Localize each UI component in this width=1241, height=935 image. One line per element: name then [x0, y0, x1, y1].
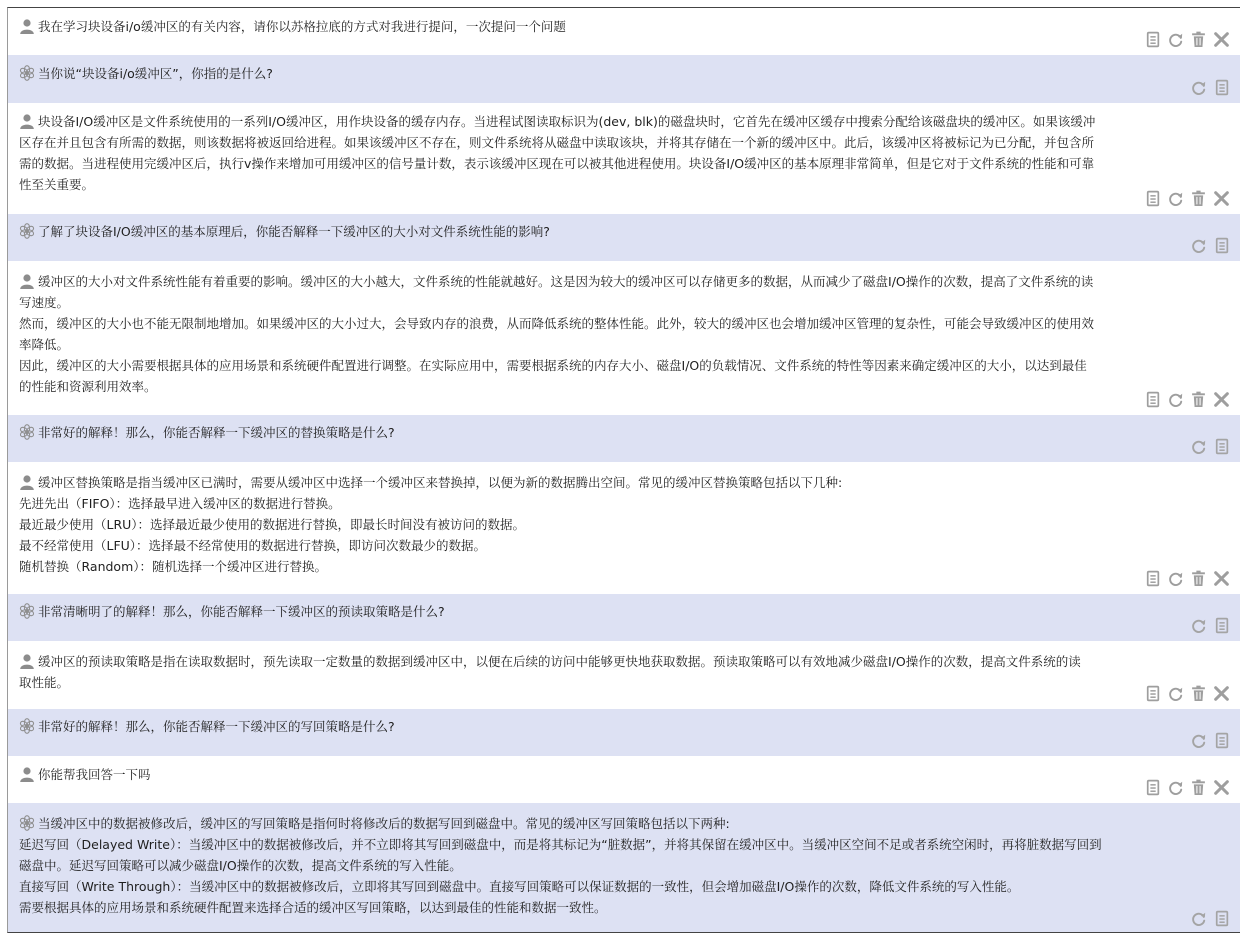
delete-icon[interactable]: [1190, 391, 1207, 408]
message-text: 非常好的解释！那么，你能否解释一下缓冲区的替换策略是什么?: [38, 425, 395, 440]
user-avatar-icon: [19, 18, 35, 34]
message-actions: [1144, 31, 1230, 48]
assistant-message: [8, 214, 1240, 261]
copy-icon[interactable]: [1213, 617, 1230, 634]
message-text-line: [19, 376, 1184, 397]
copy-icon[interactable]: [1144, 391, 1161, 408]
message-text-line: [19, 601, 1184, 622]
delete-icon[interactable]: [1190, 190, 1207, 207]
message-actions: [1144, 779, 1230, 796]
message-text-line: [19, 472, 1184, 493]
user-avatar-icon: [19, 474, 35, 490]
message-text: 直接写回（Write Through）：当缓冲区中的数据被修改后，立即将其写回到磁盘中。直接写回策略可以保证数据的一致性，但会增加磁盘I/O操作的次数，降低文件系统的写入性能。: [19, 879, 1020, 894]
message-text: 区存在并且包含有所需的数据，则该数据将被返回给进程。如果该缓冲区不存在，则文件系统将从磁盘中读取该块，并将其存储在一个新的缓冲区中。此后，该缓冲区将被标记为已分配，并包含所: [19, 135, 1095, 150]
message-text-line: [19, 292, 1184, 313]
regenerate-icon[interactable]: [1190, 910, 1207, 927]
message-actions: [1190, 79, 1230, 96]
message-text-line: [19, 813, 1184, 834]
regenerate-icon[interactable]: [1167, 190, 1184, 207]
assistant-logo-icon: [19, 815, 35, 831]
message-text: 当你说“块设备i/o缓冲区”，你指的是什么?: [38, 66, 273, 81]
user-avatar-icon: [19, 273, 35, 289]
regenerate-icon[interactable]: [1190, 79, 1207, 96]
message-text-line: [19, 422, 1184, 443]
message-text-line: [19, 493, 1184, 514]
message-text-line: [19, 651, 1184, 672]
assistant-message: [8, 55, 1240, 103]
message-text: 磁盘中。延迟写回策略可以减少磁盘I/O操作的次数，提高文件系统的写入性能。: [19, 858, 462, 873]
regenerate-icon[interactable]: [1190, 617, 1207, 634]
message-text-line: [19, 153, 1184, 174]
assistant-message: [8, 594, 1240, 641]
regenerate-icon[interactable]: [1190, 237, 1207, 254]
regenerate-icon[interactable]: [1167, 779, 1184, 796]
regenerate-icon[interactable]: [1190, 732, 1207, 749]
chat-history: [7, 7, 1240, 933]
copy-icon[interactable]: [1144, 779, 1161, 796]
message-text: 需要根据具体的应用场景和系统硬件配置来选择合适的缓冲区写回策略，以达到最佳的性能和数据一致性。: [19, 900, 607, 915]
message-actions: [1190, 732, 1230, 749]
message-text-line: [19, 132, 1184, 153]
close-icon[interactable]: [1213, 570, 1230, 587]
message-text-line: [19, 221, 1184, 242]
message-text: 写速度。: [19, 295, 70, 310]
assistant-logo-icon: [19, 424, 35, 440]
message-text: 性至关重要。: [19, 177, 95, 192]
copy-icon[interactable]: [1213, 237, 1230, 254]
delete-icon[interactable]: [1190, 685, 1207, 702]
message-text-line: [19, 897, 1184, 918]
regenerate-icon[interactable]: [1167, 391, 1184, 408]
message-text: 需的数据。当进程使用完缓冲区后，执行v操作来增加可用缓冲区的信号量计数，表示该缓冲区现在可以被其他进程使用。块设备I/O缓冲区的基本原理非常简单，但是它对于文件系统的性能和可靠: [19, 156, 1095, 171]
message-text: 了解了块设备I/O缓冲区的基本原理后，你能否解释一下缓冲区的大小对文件系统性能的影响?: [38, 224, 550, 239]
message-text: 当缓冲区中的数据被修改后，缓冲区的写回策略是指何时将修改后的数据写回到磁盘中。常见的缓冲区写回策略包括以下两种:: [38, 816, 730, 831]
user-message: [8, 756, 1240, 803]
message-text-line: [19, 855, 1184, 876]
message-actions: [1190, 910, 1230, 927]
assistant-logo-icon: [19, 65, 35, 81]
message-text-line: [19, 313, 1184, 334]
user-message: [8, 462, 1240, 594]
regenerate-icon[interactable]: [1167, 685, 1184, 702]
close-icon[interactable]: [1213, 190, 1230, 207]
message-actions: [1144, 190, 1230, 207]
message-text: 然而，缓冲区的大小也不能无限制地增加。如果缓冲区的大小过大，会导致内存的浪费，从而降低系统的整体性能。此外，较大的缓冲区也会增加缓冲区管理的复杂性，可能会导致缓冲区的使用效: [19, 316, 1095, 331]
message-text-line: [19, 174, 1184, 195]
message-text-line: [19, 556, 1184, 577]
close-icon[interactable]: [1213, 779, 1230, 796]
regenerate-icon[interactable]: [1190, 438, 1207, 455]
copy-icon[interactable]: [1144, 570, 1161, 587]
message-text: 最近最少使用（LRU）：选择最近最少使用的数据进行替换，即最长时间没有被访问的数据。: [19, 517, 526, 532]
message-text: 缓冲区替换策略是指当缓冲区已满时，需要从缓冲区中选择一个缓冲区来替换掉，以便为新的数据腾出空间。常见的缓冲区替换策略包括以下几种:: [38, 475, 843, 490]
message-text-line: [19, 271, 1184, 292]
regenerate-icon[interactable]: [1167, 31, 1184, 48]
message-text: 因此，缓冲区的大小需要根据具体的应用场景和系统硬件配置进行调整。在实际应用中，需要根据系统的内存大小、磁盘I/O的负载情况、文件系统的特性等因素来确定缓冲区的大小，以达到最佳: [19, 358, 1087, 373]
copy-icon[interactable]: [1213, 732, 1230, 749]
message-actions: [1144, 685, 1230, 702]
message-text-line: [19, 63, 1184, 84]
message-actions: [1190, 237, 1230, 254]
delete-icon[interactable]: [1190, 31, 1207, 48]
message-actions: [1190, 617, 1230, 634]
message-text-line: [19, 876, 1184, 897]
assistant-message: [8, 709, 1240, 756]
message-text: 随机替换（Random）：随机选择一个缓冲区进行替换。: [19, 559, 328, 574]
message-actions: [1144, 570, 1230, 587]
message-text: 非常好的解释！那么，你能否解释一下缓冲区的写回策略是什么?: [38, 719, 395, 734]
message-text-line: [19, 764, 1184, 785]
close-icon[interactable]: [1213, 31, 1230, 48]
assistant-message: [8, 803, 1240, 933]
message-text-line: [19, 535, 1184, 556]
user-avatar-icon: [19, 653, 35, 669]
assistant-logo-icon: [19, 603, 35, 619]
message-text: 取性能。: [19, 675, 70, 690]
copy-icon[interactable]: [1144, 685, 1161, 702]
user-message: [8, 261, 1240, 415]
user-message: [8, 641, 1240, 709]
copy-icon[interactable]: [1213, 438, 1230, 455]
message-text: 缓冲区的大小对文件系统性能有着重要的影响。缓冲区的大小越大，文件系统的性能就越好。这是因为较大的缓冲区可以存储更多的数据，从而减少了磁盘I/O操作的次数，提高了文件系统的读: [38, 274, 1094, 289]
message-text: 先进先出（FIFO）：选择最早进入缓冲区的数据进行替换。: [19, 496, 341, 511]
message-text: 你能帮我回答一下吗: [38, 767, 151, 782]
user-avatar-icon: [19, 766, 35, 782]
message-actions: [1190, 438, 1230, 455]
user-message: [8, 8, 1240, 55]
message-text: 块设备I/O缓冲区是文件系统使用的一系列I/O缓冲区，用作块设备的缓存内存。当进程试图读取标识为(dev, blk)的磁盘块时，它首先在缓冲区缓存中搜索分配给该磁盘块的缓冲区。如果该缓冲: [38, 114, 1096, 129]
close-icon[interactable]: [1213, 391, 1230, 408]
message-text: 率降低。: [19, 337, 70, 352]
message-text-line: [19, 111, 1184, 132]
copy-icon[interactable]: [1213, 79, 1230, 96]
message-text: 的性能和资源利用效率。: [19, 379, 157, 394]
regenerate-icon[interactable]: [1167, 570, 1184, 587]
message-text-line: [19, 834, 1184, 855]
message-actions: [1144, 391, 1230, 408]
copy-icon[interactable]: [1213, 910, 1230, 927]
message-text-line: [19, 672, 1184, 693]
close-icon[interactable]: [1213, 685, 1230, 702]
message-text-line: [19, 514, 1184, 535]
assistant-logo-icon: [19, 223, 35, 239]
message-text-line: [19, 16, 1184, 37]
message-text-line: [19, 334, 1184, 355]
copy-icon[interactable]: [1144, 190, 1161, 207]
message-text: 最不经常使用（LFU）：选择最不经常使用的数据进行替换，即访问次数最少的数据。: [19, 538, 487, 553]
assistant-message: [8, 415, 1240, 462]
user-avatar-icon: [19, 113, 35, 129]
message-text: 延迟写回（Delayed Write）：当缓冲区中的数据被修改后，并不立即将其写回到磁盘中，而是将其标记为“脏数据”，并将其保留在缓冲区中。当缓冲区空间不足或者系统空闲时，再将脏数据写回到: [19, 837, 1102, 852]
copy-icon[interactable]: [1144, 31, 1161, 48]
delete-icon[interactable]: [1190, 570, 1207, 587]
message-text-line: [19, 355, 1184, 376]
delete-icon[interactable]: [1190, 779, 1207, 796]
message-text: 非常清晰明了的解释！那么，你能否解释一下缓冲区的预读取策略是什么?: [38, 604, 445, 619]
message-text-line: [19, 716, 1184, 737]
message-text: 我在学习块设备i/o缓冲区的有关内容，请你以苏格拉底的方式对我进行提问，一次提问一个问题: [38, 19, 566, 34]
assistant-logo-icon: [19, 718, 35, 734]
user-message: [8, 103, 1240, 214]
message-text: 缓冲区的预读取策略是指在读取数据时，预先读取一定数量的数据到缓冲区中，以便在后续的访问中能够更快地获取数据。预读取策略可以有效地减少磁盘I/O操作的次数，提高文件系统的读: [38, 654, 1081, 669]
